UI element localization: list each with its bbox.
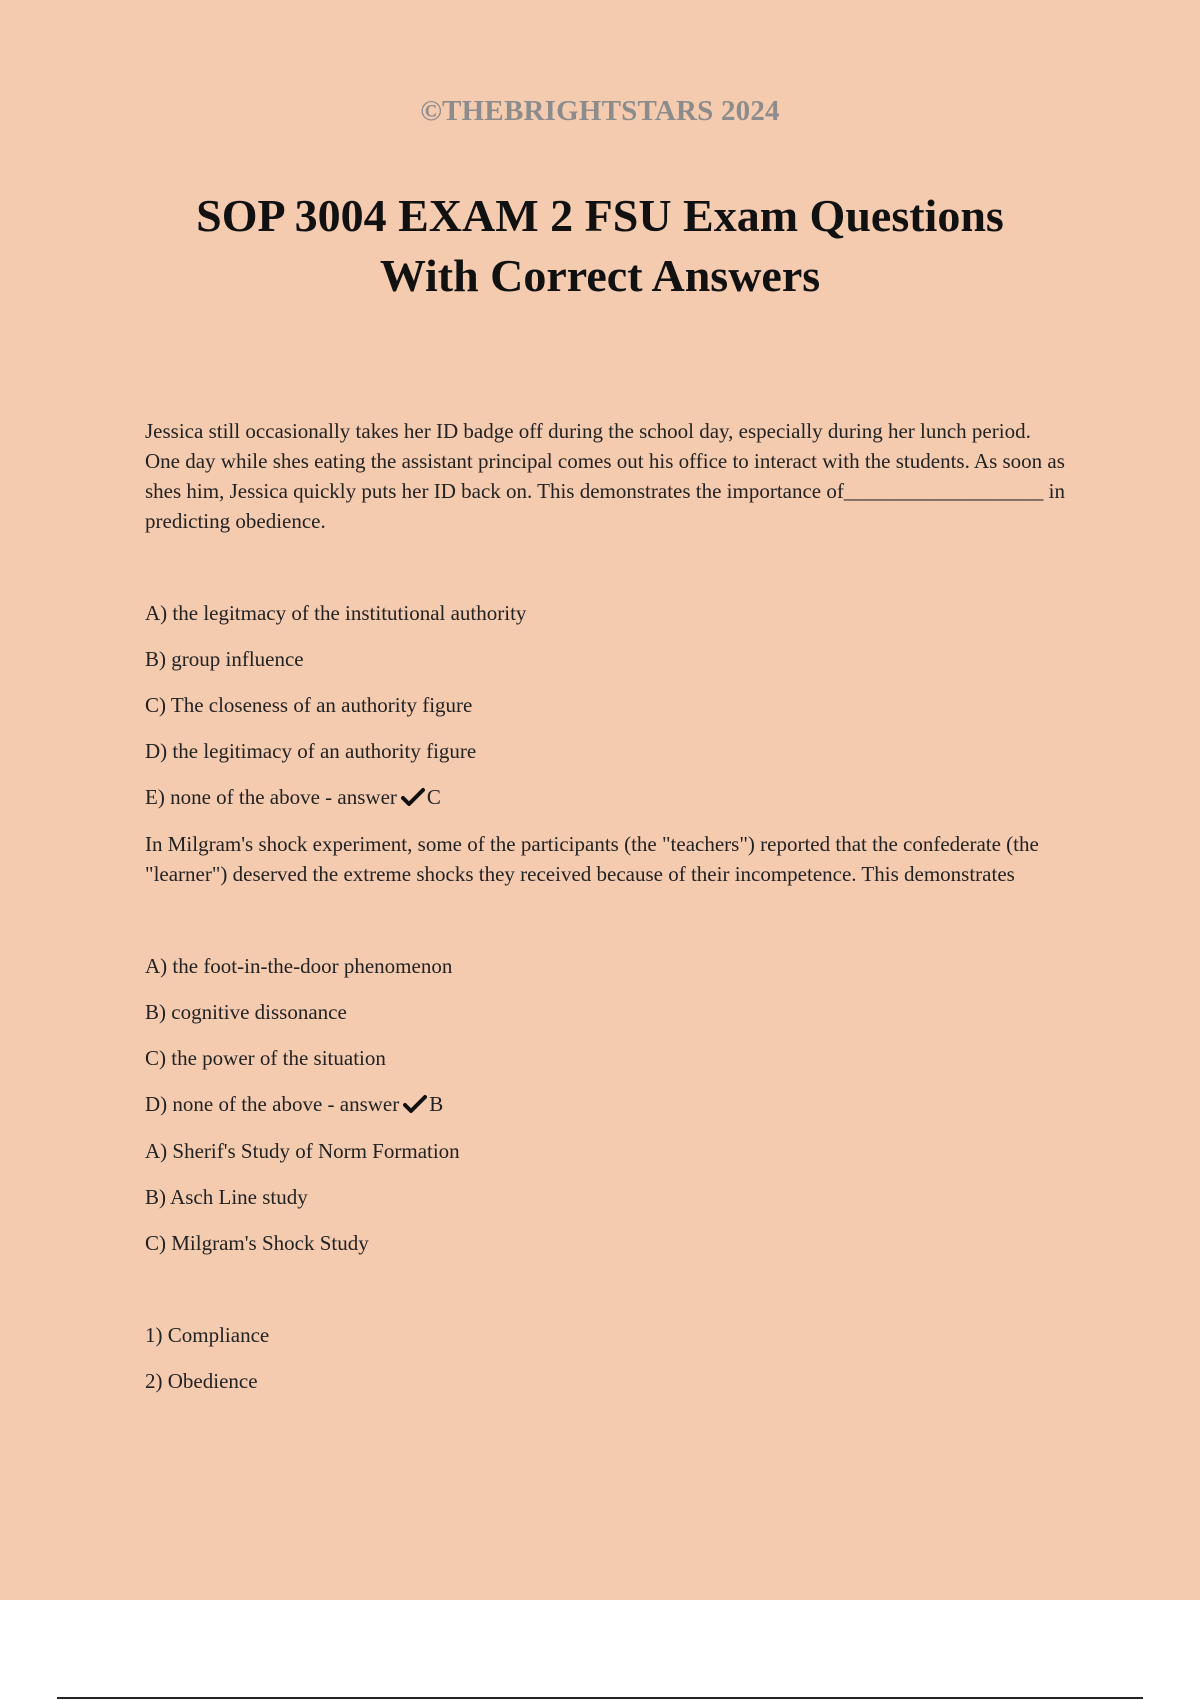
watermark: ©THEBRIGHTSTARS 2024 [420,95,780,127]
answer-option: D) the legitimacy of an authority figure [145,739,477,763]
answer-option: C) the power of the situation [145,1046,386,1070]
page-divider [57,1697,1143,1699]
answer-option: B) cognitive dissonance [145,1000,347,1024]
question-text: Jessica still occasionally takes her ID badge off during the school day, especially during her lunch period. One day while shes eating the assistant principal comes out his office to interact with the students. As soon as shes him, Jessica quickly puts her ID back on. This demonstrates the importance of___________________ in predicting obedience. [145,419,1065,533]
answer-line [145,1089,1065,1122]
title-line-2: With Correct Answers [379,250,821,301]
checkmark-icon [403,1092,427,1122]
study-item: B) Asch Line study [145,1185,308,1209]
study-item: C) Milgram's Shock Study [145,1231,369,1255]
answer-line [145,782,1065,815]
answer-option: D) none of the above - answer [145,1092,400,1116]
answer-option: A) the legitmacy of the institutional authority [145,601,527,625]
influence-item: 1) Compliance [145,1323,270,1347]
question-text: In Milgram's shock experiment, some of the participants (the "teachers") reported that the confederate (the "learner") deserved the extreme shocks they received because of their incompetence. This demonstrates [145,832,1039,886]
page-title [0,186,1200,306]
answer-option: B) group influence [145,647,304,671]
answer-option: E) none of the above - answer [145,785,397,809]
checkmark-icon [401,785,425,815]
document-body [145,416,1065,1412]
influence-item: 2) Obedience [145,1369,258,1393]
study-item: A) Sherif's Study of Norm Formation [145,1139,460,1163]
answer-option: A) the foot-in-the-door phenomenon [145,954,453,978]
correct-answer: C [426,785,441,809]
answer-option: C) The closeness of an authority figure [145,693,473,717]
title-line-1: SOP 3004 EXAM 2 FSU Exam Questions [196,190,1004,241]
correct-answer: B [429,1092,444,1116]
